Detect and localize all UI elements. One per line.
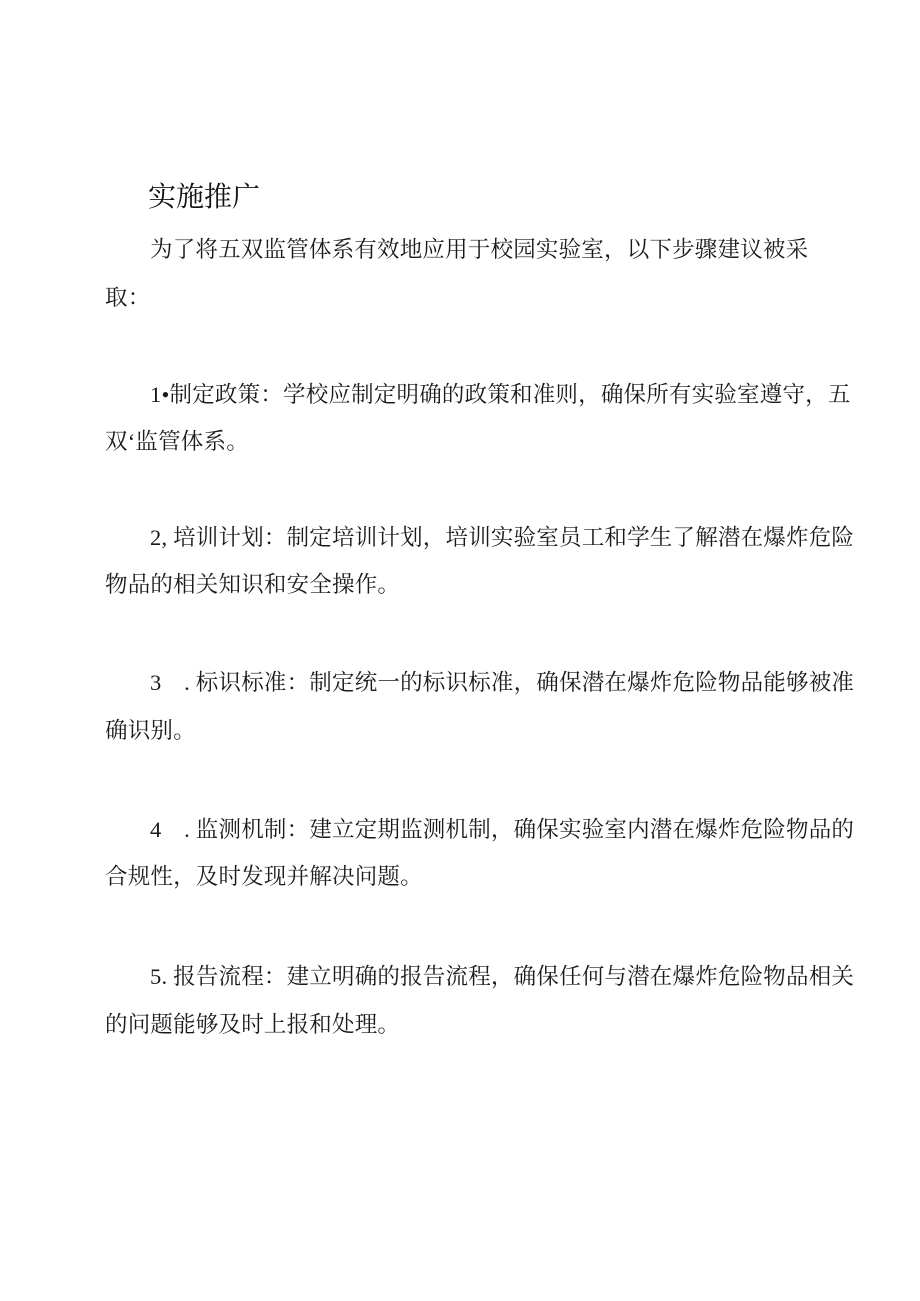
list-item-line: 3 . 标识标准：制定统一的标识标准，确保潜在爆炸危险物品能够被准 — [150, 670, 855, 695]
list-item-line: 的问题能够及时上报和处理。 — [105, 1012, 401, 1037]
section-title: 实施推广 — [148, 181, 261, 212]
list-item-line: 确识别。 — [105, 718, 196, 743]
list-item-line: 物品的相关知识和安全操作。 — [105, 572, 401, 597]
intro-line: 取： — [105, 285, 151, 310]
list-item-line: 4 . 监测机制：建立定期监测机制，确保实验室内潜在爆炸危险物品的 — [150, 817, 855, 842]
list-item-line: 合规性，及时发现并解决问题。 — [105, 864, 423, 889]
list-item-line: 5. 报告流程：建立明确的报告流程，确保任何与潜在爆炸危险物品相关 — [150, 964, 855, 989]
intro-line: 为了将五双监管体系有效地应用于校园实验室，以下步骤建议被采 — [150, 237, 809, 262]
list-item-line: 双‘监管体系。 — [105, 429, 249, 454]
list-item-line: 2, 培训计划：制定培训计划，培训实验室员工和学生了解潜在爆炸危险 — [150, 525, 855, 550]
list-item-line: 1•制定政策：学校应制定明确的政策和准则，确保所有实验室遵守，五 — [150, 382, 851, 407]
